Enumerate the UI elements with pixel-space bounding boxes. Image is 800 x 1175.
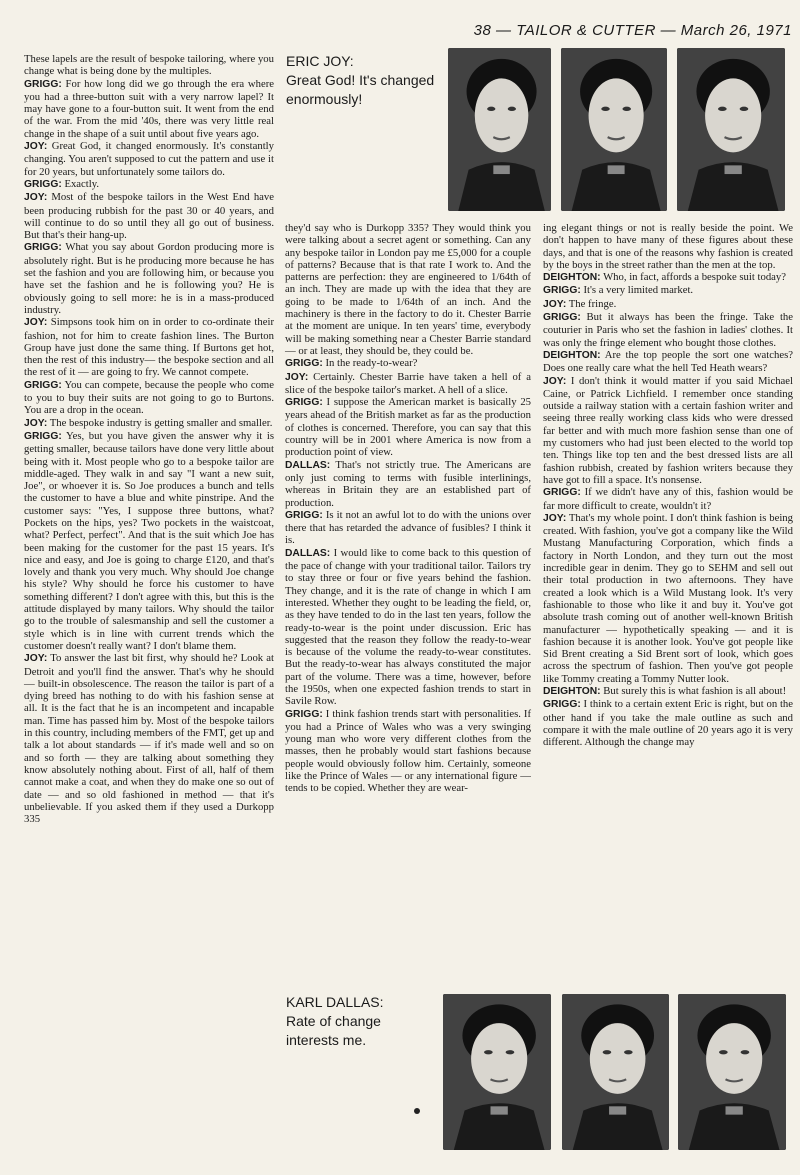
speaker-label: GRIGG:	[24, 178, 62, 190]
text-column-1	[24, 53, 274, 825]
paragraph-text: For how long did we go through the era where you had a three-button suit with a very narrow lapel? It may have gone to a four-button suit. It went from the end of the war. From the mid '40s, there was very little real change in the shape of a suit until about five years ago.	[24, 77, 274, 140]
paragraph	[543, 486, 793, 512]
speaker-label: GRIGG:	[285, 509, 323, 521]
speaker-label: JOY:	[543, 298, 567, 310]
paragraph	[24, 178, 274, 191]
portrait-photo	[562, 994, 669, 1150]
paragraph-text: I think fashion trends start with personalities. If you had a Prince of Wales who was a very swinging young man who wore very different clothes from the masses, then he probably would start fashions because people would obviously follow him. Certainly, someone like the Prince of Wales — or any international figure — tends to be copied. Whether they are wear-	[285, 707, 532, 795]
speaker-label: GRIGG:	[285, 397, 323, 409]
speaker-label: JOY:	[24, 192, 48, 204]
portrait-image	[562, 994, 669, 1150]
paragraph-text: If we didn't have any of this, fashion would be far more difficult to create, wouldn't it?	[543, 486, 794, 512]
paragraph	[543, 298, 793, 311]
speaker-label: JOY:	[543, 512, 567, 524]
speaker-label: GRIGG:	[24, 242, 62, 254]
speaker-label: JOY:	[24, 317, 48, 329]
speaker-label: GRIGG:	[24, 379, 62, 391]
text-column-3	[543, 222, 793, 748]
speaker-label: GRIGG:	[543, 312, 581, 324]
paragraph	[543, 512, 793, 685]
paragraph-text: they'd say who is Durkopp 335? They would think you were talking about a secret agent or something. Can any any bespoke tailor in London pay me £5,000 for a couple of patterns? Because that is that rate I work to. And the patterns are perfection: they are engineered to 1/64th of an inch. They are made up with the idea that they are going to be made to 1/64th of an inch. And the machinery is there in the factory to do it. Chester Barrie at the moment are unique. In ten years' time, everybody will be making something near a Chester Barrie standard — or at least, they should be, they could be.	[285, 222, 531, 357]
paragraph	[24, 417, 274, 430]
page-header: 38 — TAILOR & CUTTER — March 26, 1971	[473, 22, 792, 39]
speaker-label: JOY:	[543, 375, 567, 387]
speaker-label: GRIGG:	[543, 487, 581, 499]
paragraph-text: It's a very limited market.	[583, 284, 694, 297]
speaker-label: JOY:	[24, 653, 48, 665]
paragraph-text: I suppose the American market is basically 25 years ahead of the British market as far as the production of clothes is concerned. Therefore, you can say that this country will be in 2001 where America is now from a production point of view.	[285, 396, 532, 459]
speaker-label: GRIGG:	[24, 78, 62, 90]
paragraph	[24, 652, 274, 825]
paragraph	[543, 311, 793, 349]
paragraph	[24, 53, 274, 78]
paragraph	[285, 459, 531, 509]
paragraph	[285, 222, 531, 357]
paragraph-text: I don't think it would matter if you said Michael Caine, or Patrick Lichfield. I remember once standing outside a railway station with a certain fashion writer and seeing three really working class kids who were dressed far better and with much more fashion sense than one of my customers who had just been elected to the world top ten. Things like top ten and the best dressed lists are all fashion rubbish, created by fashion writers because they have got to fill a space. It's nonsense.	[543, 374, 794, 486]
portrait-image	[443, 994, 551, 1150]
paragraph	[24, 316, 274, 378]
paragraph	[543, 271, 793, 284]
pull-quote-eric-joy	[286, 52, 436, 109]
speaker-label: GRIGG:	[543, 285, 581, 297]
paragraph-text: ing elegant things or not is really beside the point. We don't happen to have many of these figures about these days, and that is one of the reasons why fashion is created by the boys in the street rather than the men at the top.	[543, 222, 793, 271]
portrait-photo	[677, 48, 785, 211]
speaker-label: DALLAS:	[285, 547, 331, 559]
speaker-label: DALLAS:	[285, 459, 331, 471]
paragraph-text: But surely this is what fashion is all about!	[603, 684, 787, 697]
paragraph-text: That's my whole point. I don't think fashion is being created. With fashion, you've got a company like the Wild Mustang Manufacturing Corporation, which finds a factory in North London, and they turn out the most incredible gear in denim. They go to SEHM and sell out their total production in two afternoons. They have created a look which is a Wild Mustang look. It's very fashionable to those who like it and buy it. You've got absolute trash coming out of another well-known British manufacturer — hypothetically speaking — and it is fashion because it is another look. You've got people like Sid Brent creating a Sid Brent sort of look, which goes across the spectrum of fashion. Then you've got people like Tommy creating a Tommy Nutter look.	[543, 511, 793, 685]
portrait-photo	[448, 48, 551, 211]
paragraph-text: I would like to come back to this question of the pace of change with your traditional tailor. Tailors try to stay three or four or five years behind the fashion. They change, and it is the rate of change in which I am interested. Whether they ought to be leading the field, or, as they have tended to do in the last ten years, follow the ready-to-wear is the point under discussion. Eric has suggested that the reason they follow the ready-to-wear is because of the volume the ready-to-wear constitutes. But the ready-to-wear has always constituted the major part of the volume. There was a time, however, before the 1950s, when one expected fashion trends to start in Savile Row.	[285, 546, 532, 708]
paragraph-text: But it always has been the fringe. Take the couturier in Paris who set the fashion in ladies' clothes. It was only the fringe element who bought those clothes.	[543, 311, 793, 349]
paragraph-text: Certainly. Chester Barrie have taken a hell of a slice of the bespoke tailor's market. A hell of a slice.	[285, 370, 531, 396]
paragraph	[285, 509, 531, 547]
speaker-label: GRIGG:	[285, 358, 323, 370]
portrait-photo	[561, 48, 667, 211]
paragraph-text: Simpsons took him on in order to co-ordinate their fashion, not for him to create fashion lines. The Burton Group have just done the same thing. If Burtons get hot, then the rest of this industry— the bespoke section and all the rest of it — are going to fry. We cannot compete.	[24, 316, 274, 379]
paragraph	[543, 685, 793, 698]
paragraph-text: I think to a certain extent Eric is right, but on the other hand if you take the male outline as such and compare it with the male outline of 20 years ago it is very different. Although the change may	[543, 698, 793, 749]
portrait-photo	[678, 994, 786, 1150]
paragraph	[285, 547, 531, 708]
paragraph	[285, 396, 531, 458]
portrait-image	[677, 48, 785, 211]
paragraph	[543, 375, 793, 487]
paragraph	[24, 191, 274, 241]
quote-text: Rate of change interests me.	[286, 1013, 381, 1048]
paragraph-text: The bespoke industry is getting smaller and smaller.	[49, 416, 273, 429]
paragraph	[285, 357, 531, 370]
paragraph	[543, 284, 793, 297]
paragraph-text: Are the top people the sort one watches? Does one really care what the hell Ted Heath wears?	[543, 348, 793, 375]
paragraph	[24, 140, 274, 178]
paragraph-text: In the ready-to-wear?	[325, 357, 418, 370]
paragraph-text: Most of the bespoke tailors in the West End have been producing rubbish for the past 30 or 40 years, and will continue to do so until they all go out of business. But that's their hang-up.	[24, 191, 274, 242]
text-column-2	[285, 222, 531, 795]
quote-speaker: KARL DALLAS:	[286, 994, 384, 1010]
paragraph-text: Exactly.	[64, 177, 100, 190]
paragraph-text: Yes, but you have given the answer why it is getting smaller, because tailors have done very little about being with it. Most people who go to a bespoke tailor are middle-aged. They walk in and say "I want a new suit, Joe", or whoever it is. So Joe produces a bunch and tells the customer to have a blue and white pinstripe. And the customer says: "Yes, I suppose three buttons, what? Pockets on the hips, yes? Two pockets in the waistcoat, what? Perfect, perfect". And that is the suit which Joe has been making for the customer for the past 15 years. It's nice and easy, and Joe is going to charge £120, and that's lovely and thank you very much. Why should Joe change his style? Why should he force his customer to have something different? I don't agree with this, but this is the attitude displayed by many tailors. Why should the tailor go to the trouble of salesmanship and sell the customer a style which is in line with current trends which the customer doesn't really want? I don't blame them.	[24, 429, 274, 652]
speaker-label: DEIGHTON:	[543, 272, 601, 284]
speaker-label: JOY:	[285, 371, 309, 383]
speaker-label: DEIGHTON:	[543, 685, 601, 697]
paragraph-text: To answer the last bit first, why should he? Look at Detroit and you'll find the answer. That's why he should — built-in obsolescence. The reason the tailor is part of a dying breed has nothing to do with his fashion sense at all. It is the fact that he is an incompetent and incapable man. Time has passed him by. Most of the bespoke tailors in this country, including members of the FMT, get up and talk a lot about standards — if it's made well and so on and so forth — they are talking about something they know absolutely nothing about. First of all, half of them cannot make a coat, and when they do make one so out of date — and so old fashioned in method — that it's unbelievable. If you asked them if they used a Durkopp 335	[24, 652, 274, 826]
speaker-label: JOY:	[24, 417, 48, 429]
speaker-label: GRIGG:	[543, 699, 581, 711]
paragraph-text: Is it not an awful lot to do with the unions over there that has retarded the advance of fusibles? I think it is.	[285, 508, 531, 547]
paragraph	[24, 241, 274, 316]
paragraph	[285, 371, 531, 397]
quote-speaker: ERIC JOY:	[286, 53, 354, 69]
paragraph	[24, 78, 274, 140]
pull-quote-karl-dallas	[286, 993, 426, 1050]
paragraph	[543, 222, 793, 271]
decorative-dot	[414, 1108, 420, 1114]
paragraph	[543, 349, 793, 375]
portrait-image	[561, 48, 667, 211]
paragraph-text: Great God, it changed enormously. It's constantly changing. You aren't supposed to cut the pattern and use it for 20 years, but unfortunately some tailors do.	[24, 140, 274, 178]
paragraph	[285, 708, 531, 795]
speaker-label: GRIGG:	[24, 430, 62, 442]
paragraph-text: That's not strictly true. The Americans are only just coming to terms with fusible interlinings, whereas in Britain they are an established part of production.	[285, 458, 531, 509]
speaker-label: JOY:	[24, 141, 48, 153]
paragraph-text: You can compete, because the people who come to you to buy their suits are not going to go to Burtons. You are a drop in the ocean.	[24, 378, 274, 417]
paragraph-text: The fringe.	[568, 297, 617, 310]
paragraph-text: What you say about Gordon producing more is absolutely right. But is he producing more because he has set the fashion and you are following him, or because you have set the fashion and he is following you? He is obviously going to sell more: he is in a mass-produced industry.	[24, 241, 275, 316]
portrait-photo	[443, 994, 551, 1150]
paragraph	[24, 379, 274, 417]
portrait-image	[448, 48, 551, 211]
paragraph	[543, 698, 793, 748]
portrait-image	[678, 994, 786, 1150]
speaker-label: DEIGHTON:	[543, 349, 601, 361]
paragraph-text: These lapels are the result of bespoke tailoring, where you change what is being done by the multiples.	[24, 53, 274, 78]
quote-text: Great God! It's changed enormously!	[286, 72, 435, 107]
paragraph	[24, 430, 274, 652]
paragraph-text: Who, in fact, affords a bespoke suit today?	[603, 271, 786, 284]
speaker-label: GRIGG:	[285, 708, 323, 720]
